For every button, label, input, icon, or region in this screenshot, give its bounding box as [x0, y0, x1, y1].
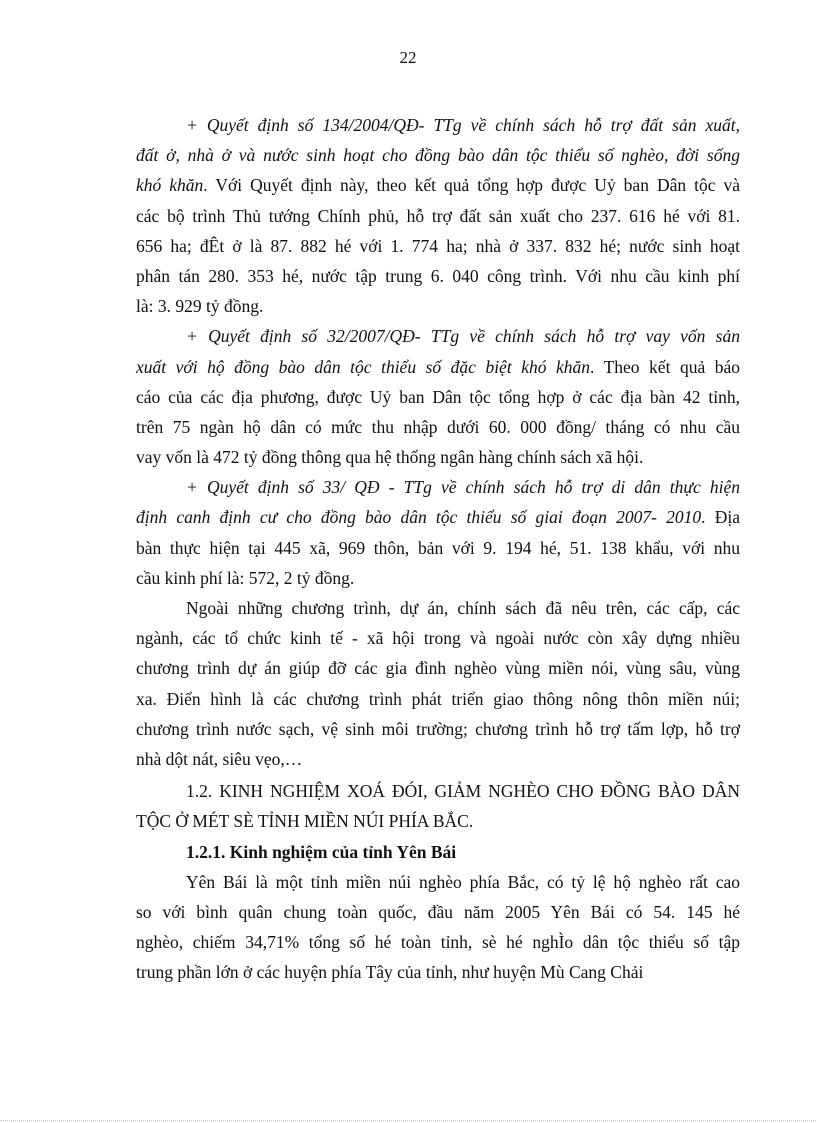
page-body: [136, 110, 740, 987]
text-line: + Quyết định số 134/2004/QĐ- TTg về chính sách hỗ trợ đất sản xuất,: [186, 115, 740, 135]
text-line: ngành, các tổ chức kinh tế - xã hội trong và ngoài nước còn xây dựng nhiều: [136, 628, 740, 649]
text-line: nghèo, chiếm 34,71% tổng số hé toàn tỉnh, sè hé nghÌo dân tộc thiểu số tập: [136, 932, 740, 953]
paragraph-decision-32: [136, 321, 740, 472]
text-line: [136, 502, 740, 532]
text-line: trên 75 ngàn hộ dân có mức thu nhập dưới 60. 000 đồng/ tháng có nhu cầu: [136, 416, 740, 437]
text-line: xa. Điển hình là các chương trình phát triển giao thông nông thôn miền núi;: [136, 688, 740, 709]
text-line: là: 3. 929 tỷ đồng.: [136, 296, 264, 317]
text-line: [136, 352, 740, 382]
text-run: . Theo kết quả báo: [590, 356, 740, 377]
text-line: chương trình dự án giúp đỡ các gia đình nghèo vùng miền nói, vùng sâu, vùng: [136, 658, 740, 679]
text-line: 656 ha; đÊt ở là 87. 882 hé với 1. 774 ha; nhà ở 337. 832 hé; nước sinh hoạt: [136, 235, 740, 256]
italic-run: định canh định cư cho đồng bào dân tộc thiểu số giai đoạn 2007- 2010: [136, 507, 702, 528]
text-line: chương trình nước sạch, vệ sinh môi trường; chương trình hỗ trợ tấm lợp, hỗ trợ: [136, 718, 740, 739]
paragraph-decision-33: [136, 472, 740, 593]
text-line: vay vốn là 472 tỷ đồng thông qua hệ thống ngân hàng chính sách xã hội.: [136, 447, 644, 468]
text-run: . Với Quyết định này, theo kết quả tổng hợp được Uỷ ban Dân tộc và: [203, 175, 740, 196]
text-line: các bộ trình Thủ tướng Chính phủ, hỗ trợ đất sản xuất cho 237. 616 hé với 81.: [136, 205, 740, 226]
paragraph-yen-bai: [136, 867, 740, 988]
text-line: nhà dột nát, siêu vẹo,…: [136, 748, 303, 769]
text-line: [136, 170, 740, 200]
paragraph-decision-134: [136, 110, 740, 321]
heading-line: 1.2. KINH NGHIỆM XOÁ ĐÓI, GIẢM NGHÈO CHO ĐỒNG BÀO DÂN: [186, 781, 740, 802]
text-line: + Quyết định số 33/ QĐ - TTg về chính sách hỗ trợ di dân thực hiện: [186, 477, 740, 498]
section-heading: [136, 776, 740, 836]
paragraph-other-programs: [136, 593, 740, 774]
text-line: Ngoài những chương trình, dự án, chính sách đã nêu trên, các cấp, các: [186, 598, 740, 618]
italic-run: khó khăn: [136, 175, 204, 196]
heading-line: TỘC Ở MÉT SÈ TỈNH MIỀN NÚI PHÍA BẮC.: [136, 811, 474, 832]
text-line: Yên Bái là một tỉnh miền núi nghèo phía Bắc, có tỷ lệ hộ nghèo rất cao: [186, 871, 740, 892]
text-line: cáo của các địa phương, được Uỷ ban Dân tộc tổng hợp ở các địa bàn 42 tỉnh,: [136, 386, 740, 407]
subsection-heading: 1.2.1. Kinh nghiệm của tỉnh Yên Bái: [186, 841, 457, 862]
text-line: trung phần lớn ở các huyện phía Tây của tỉnh, như huyện Mù Cang Chải: [136, 962, 644, 983]
text-line: phân tán 280. 353 hé, nước tập trung 6. 040 công trình. Với nhu cầu kinh phí: [136, 265, 740, 286]
page-bottom-border: [0, 1120, 816, 1121]
text-run: . Địa: [701, 507, 740, 528]
text-line: đất ở, nhà ở và nước sinh hoạt cho đồng bào dân tộc thiểu số nghèo, đời sống: [136, 145, 740, 166]
text-line: so với bình quân chung toàn quốc, đầu năm 2005 Yên Bái có 54. 145 hé: [136, 901, 740, 922]
page-number: 22: [399, 48, 417, 67]
italic-run: xuất với hộ đồng bào dân tộc thiểu số đặc biệt khó khăn: [136, 356, 590, 377]
text-line: cầu kinh phí là: 572, 2 tỷ đồng.: [136, 567, 355, 588]
text-line: bàn thực hiện tại 445 xã, 969 thôn, bản với 9. 194 hé, 51. 138 khẩu, với nhu: [136, 537, 740, 558]
text-line: + Quyết định số 32/2007/QĐ- TTg về chính sách hỗ trợ vay vốn sản: [186, 326, 740, 347]
